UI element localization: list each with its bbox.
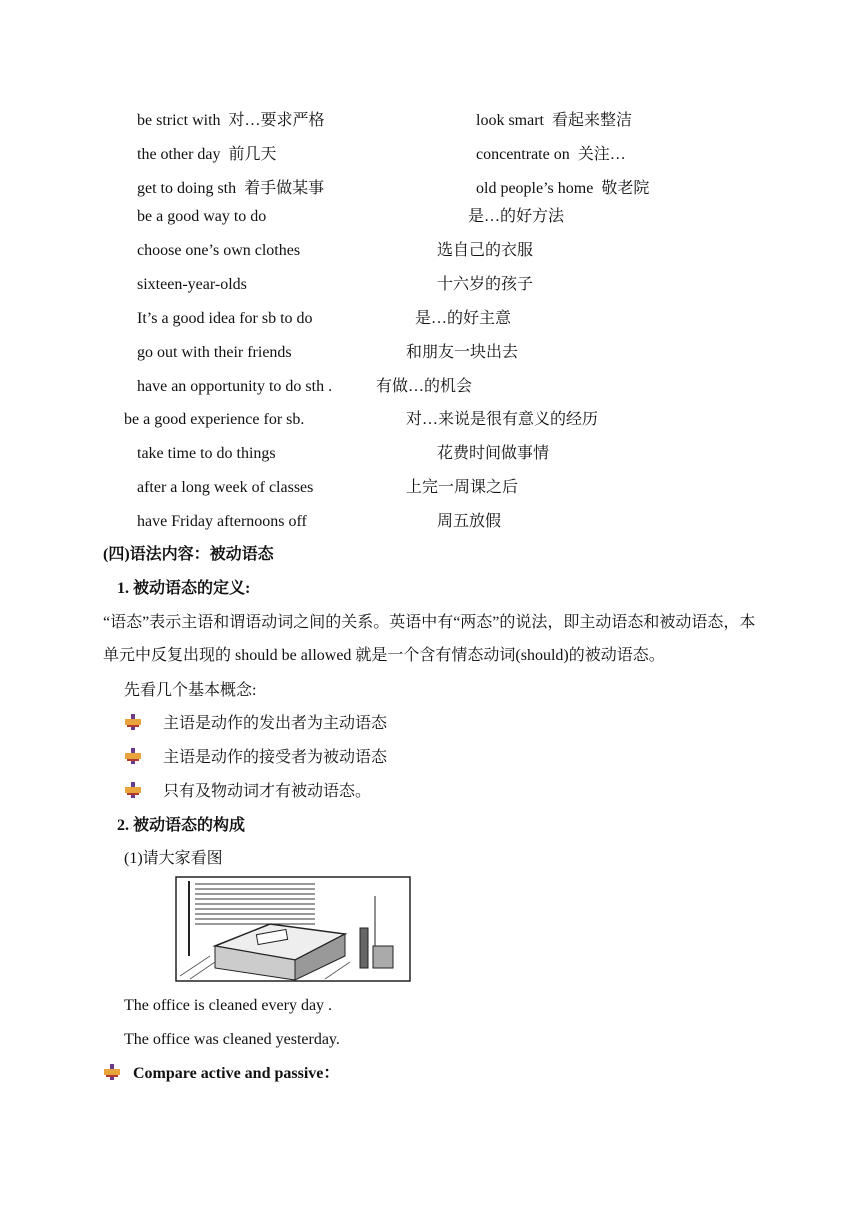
subsection-title-2: 2. 被动语态的构成 [117,817,246,834]
vocab-item-1: be strict with 对…要求严格 [137,112,325,129]
book-bullet-icon [124,747,142,765]
section-heading: (四)语法内容：被动语态 [103,546,274,563]
vocab-item-3: the other day 前几天 [137,146,277,163]
book-bullet-icon [124,713,142,731]
vocab-en-14: take time to do things [137,445,276,462]
figure-caption: (1)请大家看图 [124,850,223,867]
vocab-en-13: be a good experience for sb. [124,411,305,428]
vocab-en-10: It’s a good idea for sb to do [137,310,313,327]
vocab-zh-9: 十六岁的孩子 [437,276,534,293]
concept-bullet-2: 主语是动作的接受者为被动语态 [163,749,388,766]
vocab-item-2: look smart 看起来整洁 [476,112,633,129]
subsection-title-1: 1. 被动语态的定义: [117,580,251,597]
vocab-zh-15: 上完一周课之后 [406,479,519,496]
office-sketch-icon [175,876,411,982]
book-bullet-icon [124,781,142,799]
vocab-zh-10: 是…的好主意 [415,310,512,327]
definition-paragraph: “语态”表示主语和谓语动词之间的关系。英语中有“两态”的说法，即主动语态和被动语态，本单元中反复出现的 should be allowed 就是一个含有情态动词(should)的被动语态。 [103,614,756,664]
vocab-en-12: have an opportunity to do sth . [137,378,333,395]
vocab-en-7: be a good way to do [137,208,267,225]
vocab-item-5: get to doing sth 着手做某事 [137,180,325,197]
vocab-item-6: old people’s home 敬老院 [476,180,650,197]
vocab-zh-11: 和朋友一块出去 [406,344,519,361]
vocab-en-9: sixteen-year-olds [137,276,247,293]
vocab-zh-14: 花费时间做事情 [437,445,550,462]
example-sentence-1: The office is cleaned every day . [124,997,333,1014]
vocab-en-15: after a long week of classes [137,479,314,496]
vocab-zh-16: 周五放假 [437,513,502,530]
vocab-en-8: choose one’s own clothes [137,242,301,259]
compare-heading: Compare active and passive： [133,1065,340,1082]
example-sentence-2: The office was cleaned yesterday. [124,1031,340,1048]
concepts-intro: 先看几个基本概念: [124,682,257,699]
vocab-item-4: concentrate on 关注… [476,146,626,163]
vocab-en-16: have Friday afternoons off [137,513,307,530]
vocab-zh-8: 选自己的衣服 [437,242,534,259]
concept-bullet-3: 只有及物动词才有被动语态。 [163,783,372,800]
book-bullet-icon [103,1063,121,1081]
concept-bullet-1: 主语是动作的发出者为主动语态 [163,715,388,732]
vocab-zh-12: 有做…的机会 [376,378,473,395]
vocab-zh-7: 是…的好方法 [468,208,565,225]
vocab-zh-13: 对…来说是很有意义的经历 [406,411,599,428]
vocab-en-11: go out with their friends [137,344,292,361]
